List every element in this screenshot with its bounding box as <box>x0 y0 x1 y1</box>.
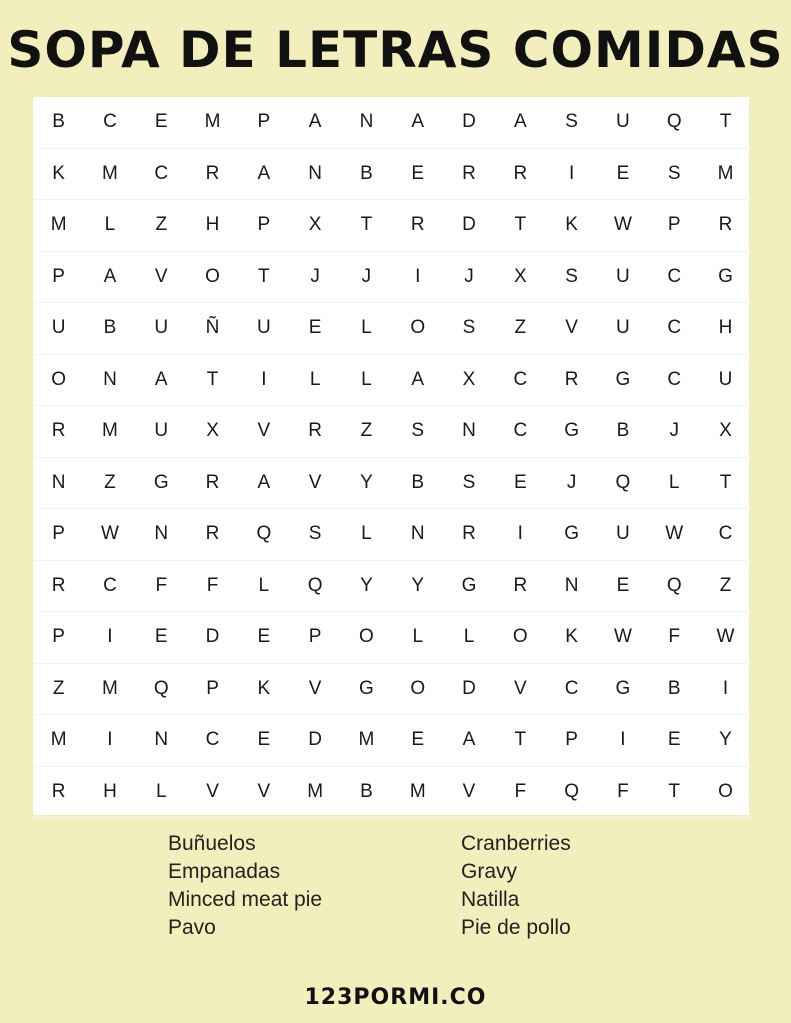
grid-letter: H <box>187 200 238 252</box>
grid-letter: V <box>289 664 340 716</box>
grid-letter: D <box>187 612 238 664</box>
grid-letter: U <box>597 97 648 149</box>
grid-letter: Z <box>700 561 751 613</box>
grid-letter: R <box>187 509 238 561</box>
grid-letter: Q <box>289 561 340 613</box>
grid-letter: D <box>443 664 494 716</box>
grid-letter: O <box>495 612 546 664</box>
grid-letter: E <box>136 97 187 149</box>
grid-letter: C <box>495 355 546 407</box>
word-list-item: Gravy <box>461 860 518 883</box>
grid-letter: I <box>84 715 135 767</box>
word-search-grid <box>33 97 749 815</box>
grid-letter: I <box>392 252 443 304</box>
grid-letter: M <box>341 715 392 767</box>
grid-letter: A <box>84 252 135 304</box>
grid-letter: C <box>649 252 700 304</box>
grid-letter: F <box>136 561 187 613</box>
grid-letter: G <box>597 664 648 716</box>
grid-letter: C <box>700 509 751 561</box>
grid-letter: P <box>187 664 238 716</box>
grid-letter: M <box>187 97 238 149</box>
grid-letter: E <box>495 458 546 510</box>
grid-letter: U <box>238 303 289 355</box>
grid-letter: R <box>33 406 84 458</box>
grid-letter: X <box>443 355 494 407</box>
grid-letter: P <box>33 509 84 561</box>
grid-letter: U <box>700 355 751 407</box>
word-search-grid-panel <box>33 97 749 815</box>
grid-letter: A <box>443 715 494 767</box>
grid-letter: W <box>597 612 648 664</box>
grid-letter: H <box>84 767 135 819</box>
grid-letter: A <box>238 458 289 510</box>
grid-letter: L <box>136 767 187 819</box>
grid-letter: S <box>546 97 597 149</box>
grid-letter: R <box>187 458 238 510</box>
grid-letter: C <box>136 149 187 201</box>
word-list-item: Cranberries <box>461 832 571 855</box>
grid-letter: J <box>443 252 494 304</box>
grid-letter: T <box>238 252 289 304</box>
grid-letter: Z <box>341 406 392 458</box>
grid-letter: G <box>341 664 392 716</box>
grid-letter: V <box>546 303 597 355</box>
grid-letter: N <box>289 149 340 201</box>
grid-letter: O <box>392 664 443 716</box>
grid-letter: R <box>392 200 443 252</box>
grid-letter: I <box>700 664 751 716</box>
grid-letter: F <box>597 767 648 819</box>
grid-letter: Y <box>700 715 751 767</box>
grid-letter: K <box>546 200 597 252</box>
grid-letter: X <box>289 200 340 252</box>
grid-letter: P <box>238 200 289 252</box>
grid-letter: S <box>392 406 443 458</box>
grid-letter: T <box>700 458 751 510</box>
grid-letter: B <box>597 406 648 458</box>
grid-letter: I <box>495 509 546 561</box>
page-title: SOPA DE LETRAS COMIDAS <box>7 21 784 79</box>
word-list-right <box>461 830 571 942</box>
word-list-item: Pie de pollo <box>461 916 571 939</box>
grid-letter: B <box>33 97 84 149</box>
grid-letter: N <box>136 509 187 561</box>
grid-letter: V <box>495 664 546 716</box>
grid-letter: M <box>84 406 135 458</box>
grid-letter: Z <box>84 458 135 510</box>
grid-letter: J <box>341 252 392 304</box>
grid-letter: N <box>392 509 443 561</box>
grid-letter: N <box>546 561 597 613</box>
grid-letter: M <box>33 715 84 767</box>
grid-letter: Z <box>495 303 546 355</box>
grid-letter: R <box>546 355 597 407</box>
grid-letter: W <box>700 612 751 664</box>
word-list-item: Buñuelos <box>168 832 256 855</box>
grid-letter: X <box>187 406 238 458</box>
grid-letter: F <box>495 767 546 819</box>
grid-letter: E <box>238 612 289 664</box>
grid-letter: K <box>238 664 289 716</box>
grid-letter: J <box>546 458 597 510</box>
grid-letter: A <box>392 355 443 407</box>
grid-letter: Y <box>392 561 443 613</box>
grid-letter: N <box>443 406 494 458</box>
grid-letter: F <box>649 612 700 664</box>
grid-letter: G <box>136 458 187 510</box>
grid-letter: R <box>443 149 494 201</box>
word-list-item: Empanadas <box>168 860 281 883</box>
grid-letter: S <box>649 149 700 201</box>
grid-letter: F <box>187 561 238 613</box>
grid-letter: R <box>33 767 84 819</box>
grid-letter: G <box>700 252 751 304</box>
grid-letter: P <box>289 612 340 664</box>
grid-letter: W <box>649 509 700 561</box>
grid-letter: W <box>597 200 648 252</box>
grid-letter: U <box>136 406 187 458</box>
grid-letter: T <box>495 200 546 252</box>
grid-letter: C <box>649 355 700 407</box>
grid-letter: E <box>289 303 340 355</box>
grid-letter: S <box>546 252 597 304</box>
grid-letter: E <box>136 612 187 664</box>
word-list-item: Minced meat pie <box>168 888 323 911</box>
grid-letter: Q <box>136 664 187 716</box>
grid-letter: E <box>238 715 289 767</box>
grid-letter: L <box>84 200 135 252</box>
grid-letter: C <box>546 664 597 716</box>
grid-letter: R <box>33 561 84 613</box>
grid-letter: E <box>649 715 700 767</box>
grid-letter: U <box>136 303 187 355</box>
grid-letter: O <box>700 767 751 819</box>
grid-letter: A <box>392 97 443 149</box>
grid-letter: P <box>546 715 597 767</box>
grid-letter: T <box>700 97 751 149</box>
grid-letter: Q <box>649 97 700 149</box>
grid-letter: S <box>443 458 494 510</box>
grid-letter: Q <box>546 767 597 819</box>
grid-letter: V <box>136 252 187 304</box>
grid-letter: I <box>84 612 135 664</box>
grid-letter: B <box>392 458 443 510</box>
grid-letter: I <box>597 715 648 767</box>
grid-letter: R <box>495 149 546 201</box>
grid-letter: O <box>392 303 443 355</box>
grid-letter: S <box>289 509 340 561</box>
grid-letter: M <box>289 767 340 819</box>
word-list-left <box>168 830 322 942</box>
grid-letter: N <box>136 715 187 767</box>
grid-letter: L <box>443 612 494 664</box>
footer-website: 123PORMI.CO <box>304 985 487 1010</box>
grid-letter: D <box>443 200 494 252</box>
grid-letter: J <box>289 252 340 304</box>
grid-letter: H <box>700 303 751 355</box>
grid-letter: P <box>33 252 84 304</box>
grid-letter: A <box>289 97 340 149</box>
grid-letter: Z <box>136 200 187 252</box>
grid-letter: N <box>33 458 84 510</box>
grid-letter: G <box>597 355 648 407</box>
grid-letter: L <box>289 355 340 407</box>
grid-letter: G <box>443 561 494 613</box>
grid-letter: R <box>289 406 340 458</box>
grid-letter: O <box>33 355 84 407</box>
grid-letter: K <box>33 149 84 201</box>
grid-letter: R <box>700 200 751 252</box>
grid-letter: N <box>84 355 135 407</box>
grid-letter: E <box>597 149 648 201</box>
grid-letter: C <box>84 561 135 613</box>
grid-letter: B <box>341 149 392 201</box>
grid-letter: I <box>546 149 597 201</box>
grid-letter: M <box>700 149 751 201</box>
grid-letter: P <box>33 612 84 664</box>
grid-letter: B <box>84 303 135 355</box>
grid-letter: M <box>84 149 135 201</box>
grid-letter: R <box>187 149 238 201</box>
grid-letter: T <box>649 767 700 819</box>
grid-letter: B <box>341 767 392 819</box>
grid-letter: C <box>187 715 238 767</box>
grid-letter: L <box>341 355 392 407</box>
grid-letter: E <box>392 715 443 767</box>
grid-letter: L <box>649 458 700 510</box>
grid-letter: C <box>495 406 546 458</box>
grid-letter: P <box>649 200 700 252</box>
grid-letter: L <box>341 509 392 561</box>
grid-letter: Z <box>33 664 84 716</box>
grid-letter: K <box>546 612 597 664</box>
grid-letter: U <box>33 303 84 355</box>
grid-letter: V <box>238 767 289 819</box>
grid-letter: U <box>597 303 648 355</box>
grid-letter: X <box>700 406 751 458</box>
grid-letter: V <box>187 767 238 819</box>
grid-letter: P <box>238 97 289 149</box>
grid-letter: Y <box>341 561 392 613</box>
grid-letter: L <box>341 303 392 355</box>
grid-letter: Q <box>597 458 648 510</box>
word-list-item: Natilla <box>461 888 520 911</box>
grid-letter: G <box>546 509 597 561</box>
grid-letter: V <box>238 406 289 458</box>
grid-letter: A <box>238 149 289 201</box>
grid-letter: L <box>238 561 289 613</box>
grid-letter: M <box>392 767 443 819</box>
grid-letter: V <box>289 458 340 510</box>
grid-letter: X <box>495 252 546 304</box>
grid-letter: L <box>392 612 443 664</box>
grid-letter: T <box>341 200 392 252</box>
grid-letter: A <box>495 97 546 149</box>
grid-letter: E <box>597 561 648 613</box>
grid-letter: T <box>495 715 546 767</box>
grid-letter: O <box>341 612 392 664</box>
grid-letter: Q <box>238 509 289 561</box>
grid-letter: J <box>649 406 700 458</box>
grid-letter: G <box>546 406 597 458</box>
grid-letter: M <box>33 200 84 252</box>
grid-letter: T <box>187 355 238 407</box>
grid-letter: E <box>392 149 443 201</box>
grid-letter: O <box>187 252 238 304</box>
grid-letter: I <box>238 355 289 407</box>
word-list-item: Pavo <box>168 916 216 939</box>
grid-letter: C <box>84 97 135 149</box>
grid-letter: Y <box>341 458 392 510</box>
grid-letter: A <box>136 355 187 407</box>
grid-letter: D <box>443 97 494 149</box>
grid-letter: S <box>443 303 494 355</box>
grid-letter: B <box>649 664 700 716</box>
grid-letter: Q <box>649 561 700 613</box>
grid-letter: V <box>443 767 494 819</box>
grid-letter: D <box>289 715 340 767</box>
grid-letter: C <box>649 303 700 355</box>
grid-letter: M <box>84 664 135 716</box>
grid-letter: Ñ <box>187 303 238 355</box>
grid-letter: W <box>84 509 135 561</box>
grid-letter: U <box>597 252 648 304</box>
grid-letter: R <box>443 509 494 561</box>
grid-letter: R <box>495 561 546 613</box>
grid-letter: U <box>597 509 648 561</box>
grid-letter: N <box>341 97 392 149</box>
